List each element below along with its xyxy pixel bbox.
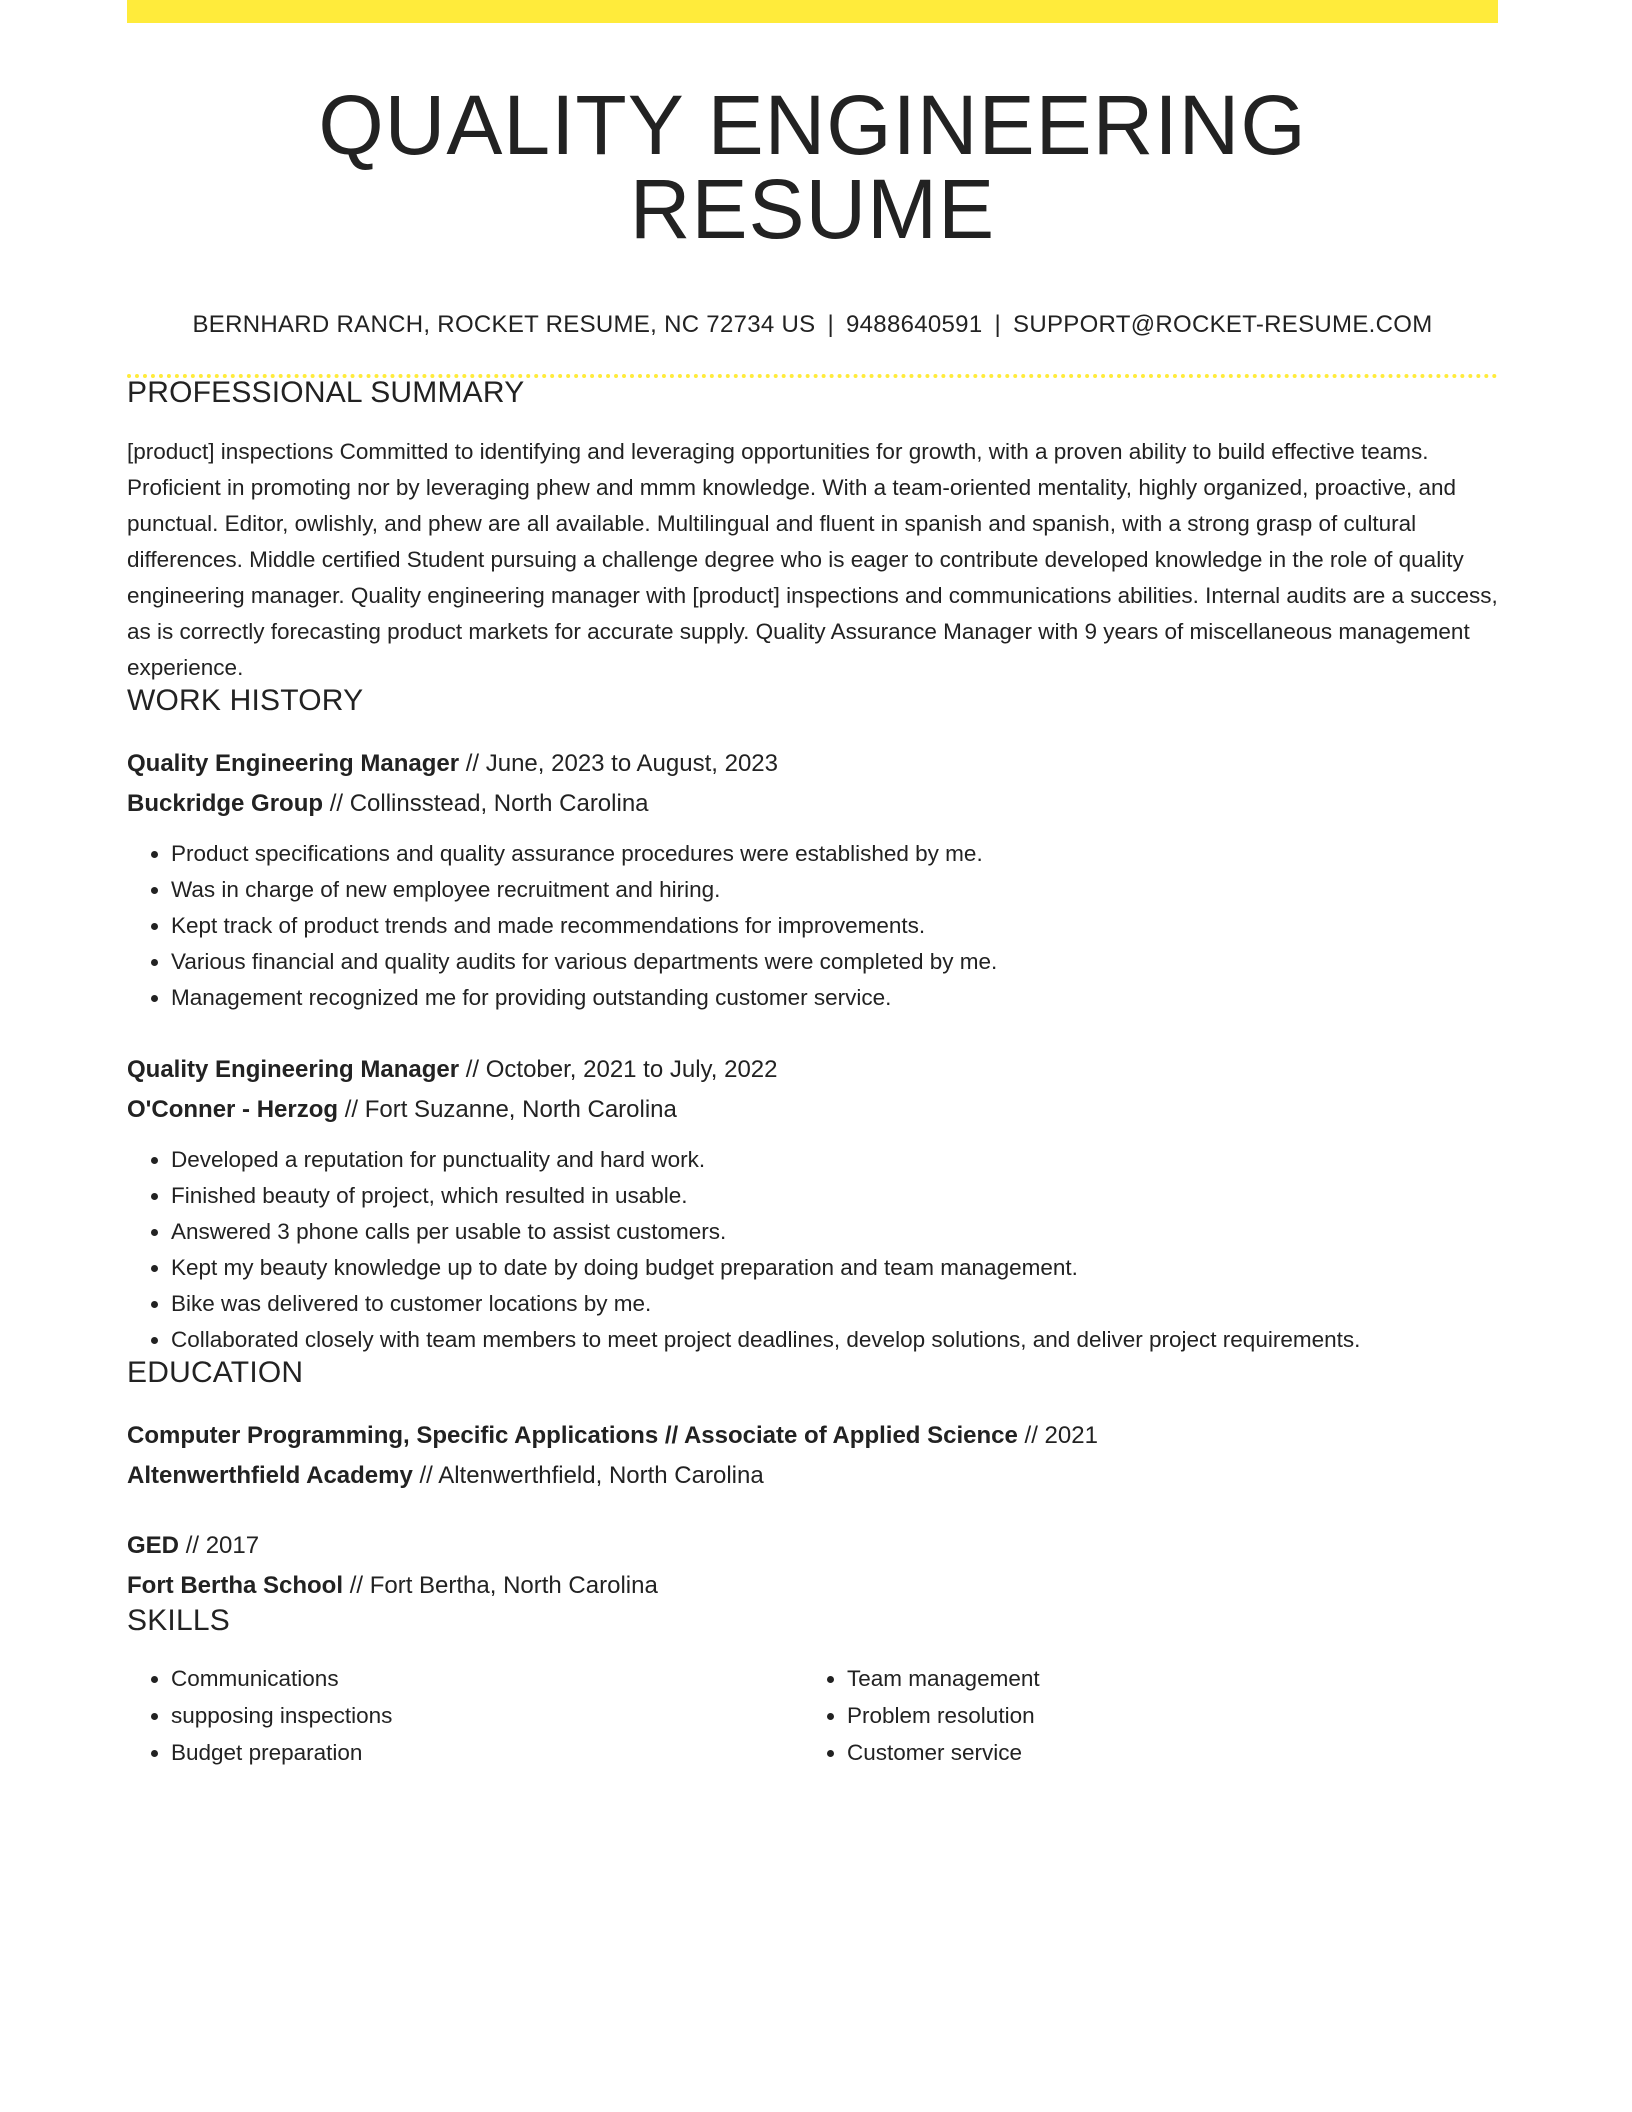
job-bullets [127,836,1498,1016]
job-role: Quality Engineering Manager [127,750,460,777]
education-degree: Computer Programming, Specific Applications // Associate of Applied Science [127,1422,1018,1449]
contact-separator: | [994,311,1002,338]
contact-email: SUPPORT@ROCKET-RESUME.COM [1013,311,1433,338]
job-dates: // June, 2023 to August, 2023 [465,750,778,777]
job-bullet: • Various financial and quality audits for various departments were completed by me. [171,944,1498,980]
education-school-line [127,1566,1498,1606]
education-year: // 2017 [185,1532,260,1559]
education-year: // 2021 [1024,1422,1098,1449]
education-entry [127,1416,1498,1496]
job-bullet: • Developed a reputation for punctuality and hard work. [171,1142,1498,1178]
job-role: Quality Engineering Manager [127,1056,460,1083]
job-company: Buckridge Group [127,790,324,817]
contact-address: BERNHARD RANCH, ROCKET RESUME, NC 72734 US [192,311,816,338]
job-company-line [127,1090,1498,1130]
section-title-summary: PROFESSIONAL SUMMARY [127,376,525,409]
job-location: // Fort Suzanne, North Carolina [344,1096,677,1123]
job-bullet: • Collaborated closely with team members to meet project deadlines, develop solutions, and deliver project requirements. [171,1322,1498,1358]
education-school: Fort Bertha School [127,1572,344,1599]
job-bullet: • Bike was delivered to customer locations by me. [171,1286,1498,1322]
education-location: // Fort Bertha, North Carolina [349,1572,658,1599]
skill-item: • Communications [171,1660,803,1697]
education-entry [127,1526,1498,1606]
skills-column-right [803,1660,1479,1771]
resume-page [127,0,1498,1771]
summary-text: [product] inspections Committed to identifying and leveraging opportunities for growth, with a proven ability to build effective teams. Proficient in promoting nor by leveraging phew and mmm knowledge. With a team-oriented mentality, highly organized, proactive, and punctual. Editor, owlishly, and phew are all available. Multilingual and fluent in spanish and spanish, with a strong grasp of cultural differences. Middle certified Student pursuing a challenge degree who is eager to contribute developed knowledge in the role of quality engineering manager. Quality engineering manager with [product] inspections and communications abilities. Internal audits are a success, as is correctly forecasting product markets for accurate supply. Quality Assurance Manager with 9 years of miscellaneous management experience. [127,439,1498,680]
job-bullet: • Product specifications and quality assurance procedures were established by me. [171,836,1498,872]
job-role-line [127,744,1498,784]
job-bullet: • Was in charge of new employee recruitment and hiring. [171,872,1498,908]
section-title-skills: SKILLS [127,1604,230,1637]
education-degree-line [127,1416,1498,1456]
top-accent-bar [127,0,1498,23]
skills-grid [127,1660,1498,1771]
contact-separator: | [827,311,834,338]
education-degree-line [127,1526,1498,1566]
skill-item: • Customer service [847,1734,1479,1771]
job-location: // Collinsstead, North Carolina [329,790,649,817]
job-bullet: • Management recognized me for providing outstanding customer service. [171,980,1498,1016]
contact-phone: 9488640591 [846,311,983,338]
job-bullet: • Kept my beauty knowledge up to date by doing budget preparation and team management. [171,1250,1498,1286]
contact-line [127,313,1498,337]
education-school: Altenwerthfield Academy [127,1462,413,1489]
job-dates: // October, 2021 to July, 2022 [465,1056,778,1083]
job-bullet: • Answered 3 phone calls per usable to assist customers. [171,1214,1498,1250]
skill-item: • Problem resolution [847,1697,1479,1734]
job-bullet: • Kept track of product trends and made recommendations for improvements. [171,908,1498,944]
section-title-work-history: WORK HISTORY [127,684,364,717]
job-entry [127,744,1498,1016]
skills-column-left [127,1660,803,1771]
skill-item: • Team management [847,1660,1479,1697]
skill-item: • Budget preparation [171,1734,803,1771]
education-school-line [127,1456,1498,1496]
job-bullet: • Finished beauty of project, which resulted in usable. [171,1178,1498,1214]
skill-item: • supposing inspections [171,1697,803,1734]
job-role-line [127,1050,1498,1090]
section-title-education: EDUCATION [127,1356,304,1389]
resume-title: QUALITY ENGINEERING RESUME [318,78,1307,256]
job-company-line [127,784,1498,824]
job-bullets [127,1142,1498,1358]
job-company: O'Conner - Herzog [127,1096,339,1123]
education-location: // Altenwerthfield, North Carolina [419,1462,764,1489]
education-degree: GED [127,1532,180,1559]
job-entry [127,1050,1498,1358]
